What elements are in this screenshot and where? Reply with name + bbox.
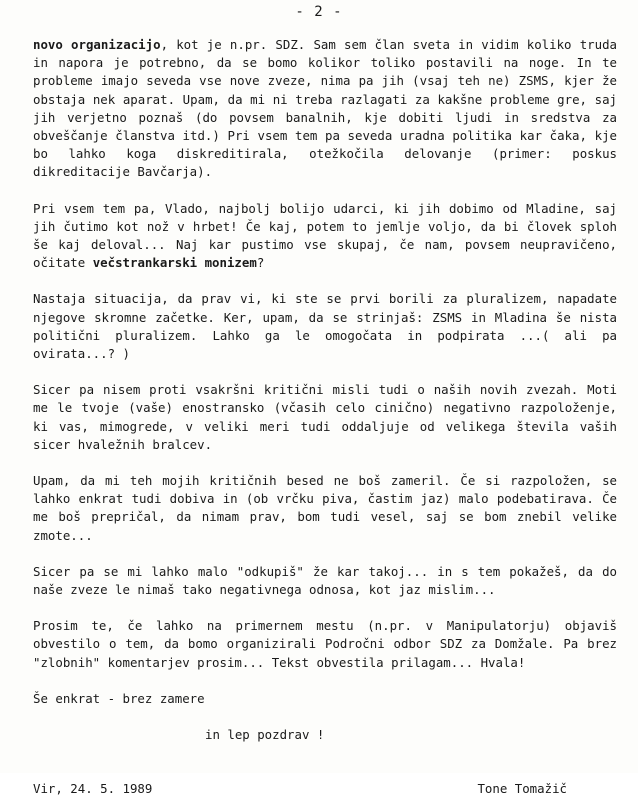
- paragraph-3: Nastaja situacija, da prav vi, ki ste se prvi borili za pluralizem, napadate njegove skromne začetke. Ker, upam, da se strinjaš: ZSMS in Mladina še nista politični pluralizem. Lahko ga le omogočata in podpirata ...( ali pa ovirata...? ): [33, 291, 617, 362]
- paragraph-2-bold-term: večstrankarski monizem: [92, 255, 257, 271]
- paragraph-1-text: , kot je n.pr. SDZ. Sam sem član sveta in vidim koliko truda in napora je potrebno, da se bomo kolikor toliko postavili na noge. In te probleme imajo seveda vse nove zveze, nima pa jih (vsaj teh ne) ZSMS, kjer že obstaja nek aparat. Upam, da mi ni treba razlagati za kakšne probleme gre, saj jih verjetno poznaš (do povsem banalnih, kje dobiti ljudi in sredstva za obveščanje članstva itd.) Pri vsem tem pa seveda uradna politika kar čaka, kje bo lahko koga diskreditirala, otežkočila delovanje (primer: poskus dikreditacije Bavčarja).: [33, 37, 617, 180]
- greeting-line: in lep pozdrav !: [205, 727, 325, 743]
- paragraph-6: Sicer pa se mi lahko malo "odkupiš" že kar takoj... in s tem pokažeš, da do naše zveze le nimaš tako negativnega odnosa, kot jaz mislim...: [33, 563, 617, 598]
- paragraph-5: Upam, da mi teh mojih kritičnih besed ne boš zameril. Če si razpoložen, se lahko enkrat tudi dobiva in (ob vrčku piva, častim jaz) malo podebatirava. Če me boš prepričal, da nimam prav, bom tudi vesel, saj se bom znebil velike zmote...: [33, 473, 617, 543]
- page-number: - 2 -: [295, 4, 343, 20]
- closing-line: Še enkrat - brez zamere: [33, 690, 205, 706]
- paragraph-1: [33, 36, 617, 182]
- paragraph-4: Sicer pa nisem proti vsakršni kritični misli tudi o naših novih zvezah. Moti me le tvoje (vaše) enostransko (včasih celo cinično) negativno razpoloženje, ki vas, mimogrede, v veliki meri tudi oddaljuje od velikega števila vaših sicer hvaležnih bralcev.: [33, 382, 617, 452]
- paragraph-2-text: Pri vsem tem pa, Vlado, najbolj bolijo udarci, ki jih dobimo od Mladine, saj jih čutimo kot nož v hrbet! Če kaj, potem to jemlje voljo, da bi človek sploh še kaj deloval... Naj kar pustimo vse skupaj, če nam, povsem neupravičeno, očitate: [33, 200, 617, 271]
- signature-row: [33, 780, 617, 798]
- paragraph-1-bold-lead: novo organizacijo: [33, 37, 161, 52]
- paragraph-2: [33, 200, 617, 273]
- letter-body: [33, 36, 617, 799]
- signature-name: Tone Tomažič: [477, 781, 567, 797]
- place-date: Vir, 24. 5. 1989: [33, 781, 153, 797]
- paragraph-7: Prosim te, če lahko na primernem mestu (n.pr. v Manipulatorju) objaviš obvestilo o tem, da bomo organizirali Področni odbor SDZ za Domžale. Pa brez "zlobnih" komentarjev prosim... Tekst obvestila prilagam... Hvala!: [33, 618, 617, 670]
- paragraph-2-tail: ?: [256, 255, 265, 271]
